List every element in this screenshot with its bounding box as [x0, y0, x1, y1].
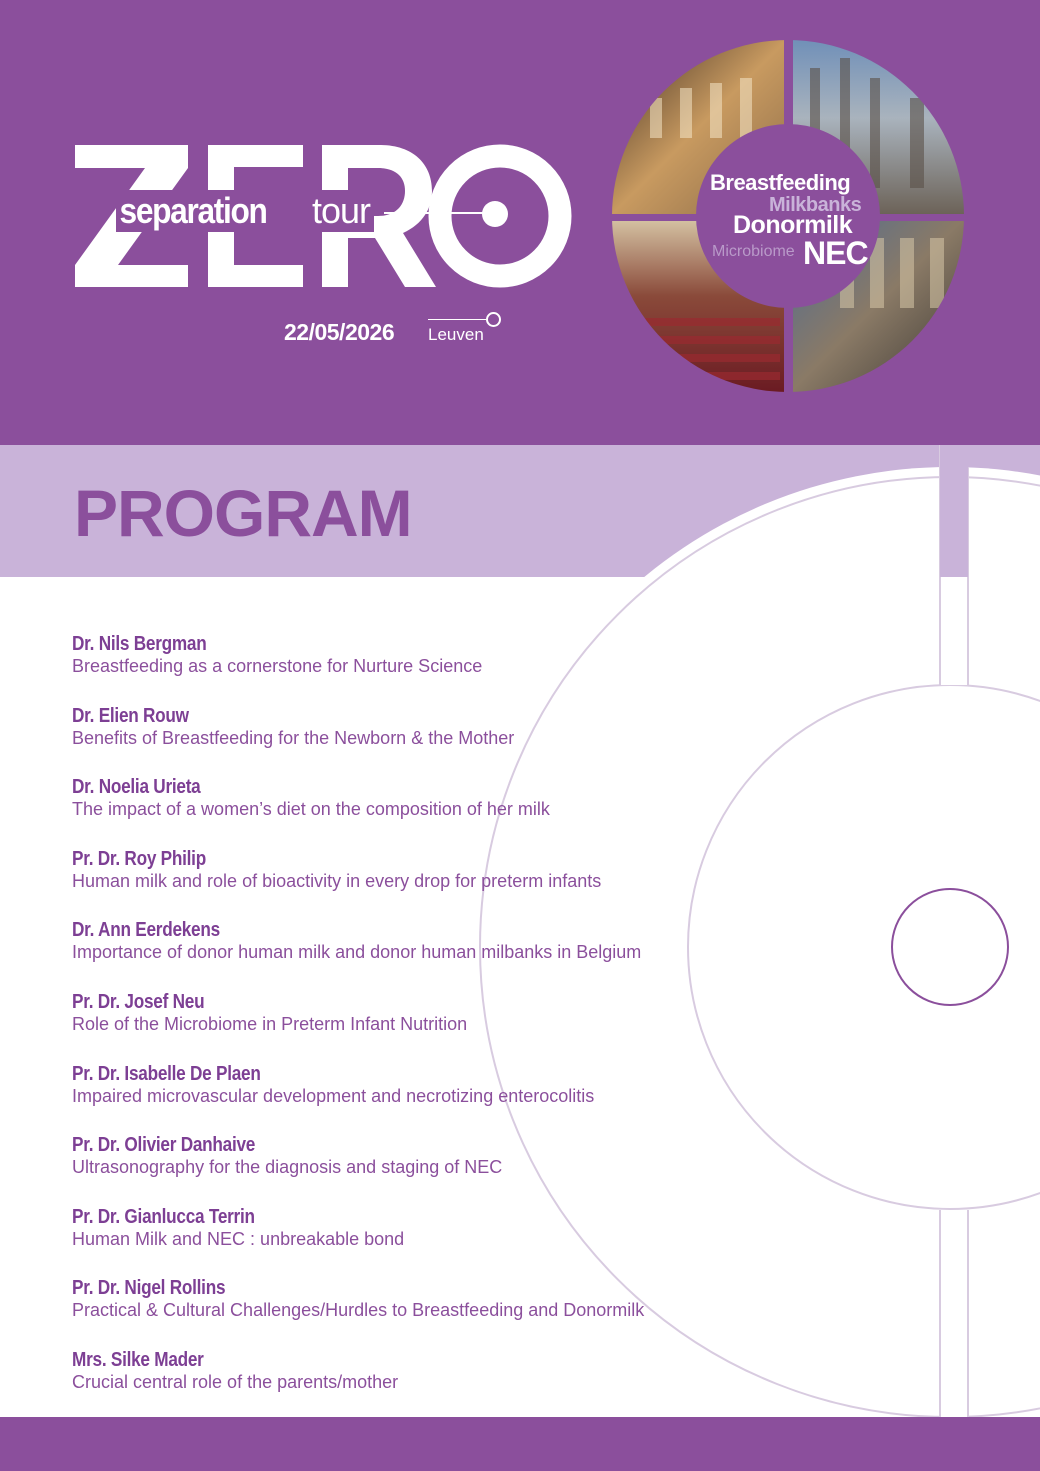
- footer-band: [0, 1417, 1040, 1471]
- event-city: Leuven: [428, 325, 484, 344]
- list-item: [72, 632, 772, 704]
- list-item: [72, 1133, 772, 1205]
- list-item: [72, 1276, 772, 1348]
- logo-subtitle-light: tour: [308, 190, 374, 232]
- list-item: [72, 990, 772, 1062]
- keyword-microbiome: Microbiome: [712, 243, 795, 260]
- talk-title: Benefits of Breastfeeding for the Newborn & the Mother: [72, 727, 515, 748]
- talk-title: The impact of a women’s diet on the composition of her milk: [72, 799, 550, 820]
- keyword-milkbanks: Milkbanks: [769, 194, 862, 216]
- talk-title: Importance of donor human milk and donor human milbanks in Belgium: [72, 942, 642, 963]
- talk-title: Role of the Microbiome in Preterm Infant Nutrition: [72, 1013, 468, 1034]
- svg-text:PROGRAM: PROGRAM: [74, 476, 412, 542]
- speaker-name: Dr. Nils Bergman: [72, 633, 207, 655]
- speaker-name: Pr. Dr. Nigel Rollins: [72, 1277, 226, 1300]
- event-date: 22/05/2026: [284, 319, 395, 345]
- speaker-name: Mrs. Silke Mader: [72, 1348, 204, 1371]
- list-item: [72, 775, 772, 847]
- speaker-name: Dr. Ann Eerdekens: [72, 919, 220, 942]
- header-banner: [0, 0, 1040, 445]
- speaker-name: Pr. Dr. Isabelle De Plaen: [72, 1062, 261, 1085]
- list-item: [72, 847, 772, 919]
- speaker-name: Pr. Dr. Roy Philip: [72, 847, 206, 870]
- keyword-nec: NEC: [803, 235, 868, 271]
- talk-title: Crucial central role of the parents/mother: [72, 1371, 399, 1392]
- program-title: [74, 470, 434, 542]
- keyword-donormilk: Donormilk: [733, 211, 853, 239]
- talk-title: Breastfeeding as a cornerstone for Nurture Science: [72, 656, 483, 676]
- logo-subtitle-bold: separation: [116, 190, 270, 232]
- keyword-breastfeeding: Breastfeeding: [710, 170, 851, 195]
- talk-title: Ultrasonography for the diagnosis and staging of NEC: [72, 1157, 503, 1178]
- speaker-name: Pr. Dr. Josef Neu: [72, 990, 205, 1013]
- city-connector-line: [428, 319, 486, 320]
- logo-subtitle: [116, 190, 536, 230]
- speaker-name: Pr. Dr. Gianlucca Terrin: [72, 1205, 255, 1228]
- talk-title: Impaired microvascular development and necrotizing enterocolitis: [72, 1085, 595, 1106]
- talk-title: Human Milk and NEC : unbreakable bond: [72, 1228, 405, 1249]
- list-item: [72, 1205, 772, 1277]
- list-item: [72, 704, 772, 776]
- list-item: [72, 1062, 772, 1134]
- speaker-name: Pr. Dr. Olivier Danhaive: [72, 1134, 256, 1157]
- speaker-list: [72, 632, 772, 1420]
- talk-title: Practical & Cultural Challenges/Hurdles to Breastfeeding and Donormilk: [72, 1300, 645, 1321]
- speaker-name: Dr. Noelia Urieta: [72, 776, 201, 799]
- logo-dot-icon: [482, 201, 508, 227]
- city-dot-icon: [486, 312, 501, 327]
- logo-connector-line: [384, 212, 484, 214]
- list-item: [72, 918, 772, 990]
- list-item: [72, 1348, 772, 1420]
- talk-title: Human milk and role of bioactivity in every drop for preterm infants: [72, 870, 602, 891]
- speaker-name: Dr. Elien Rouw: [72, 704, 189, 727]
